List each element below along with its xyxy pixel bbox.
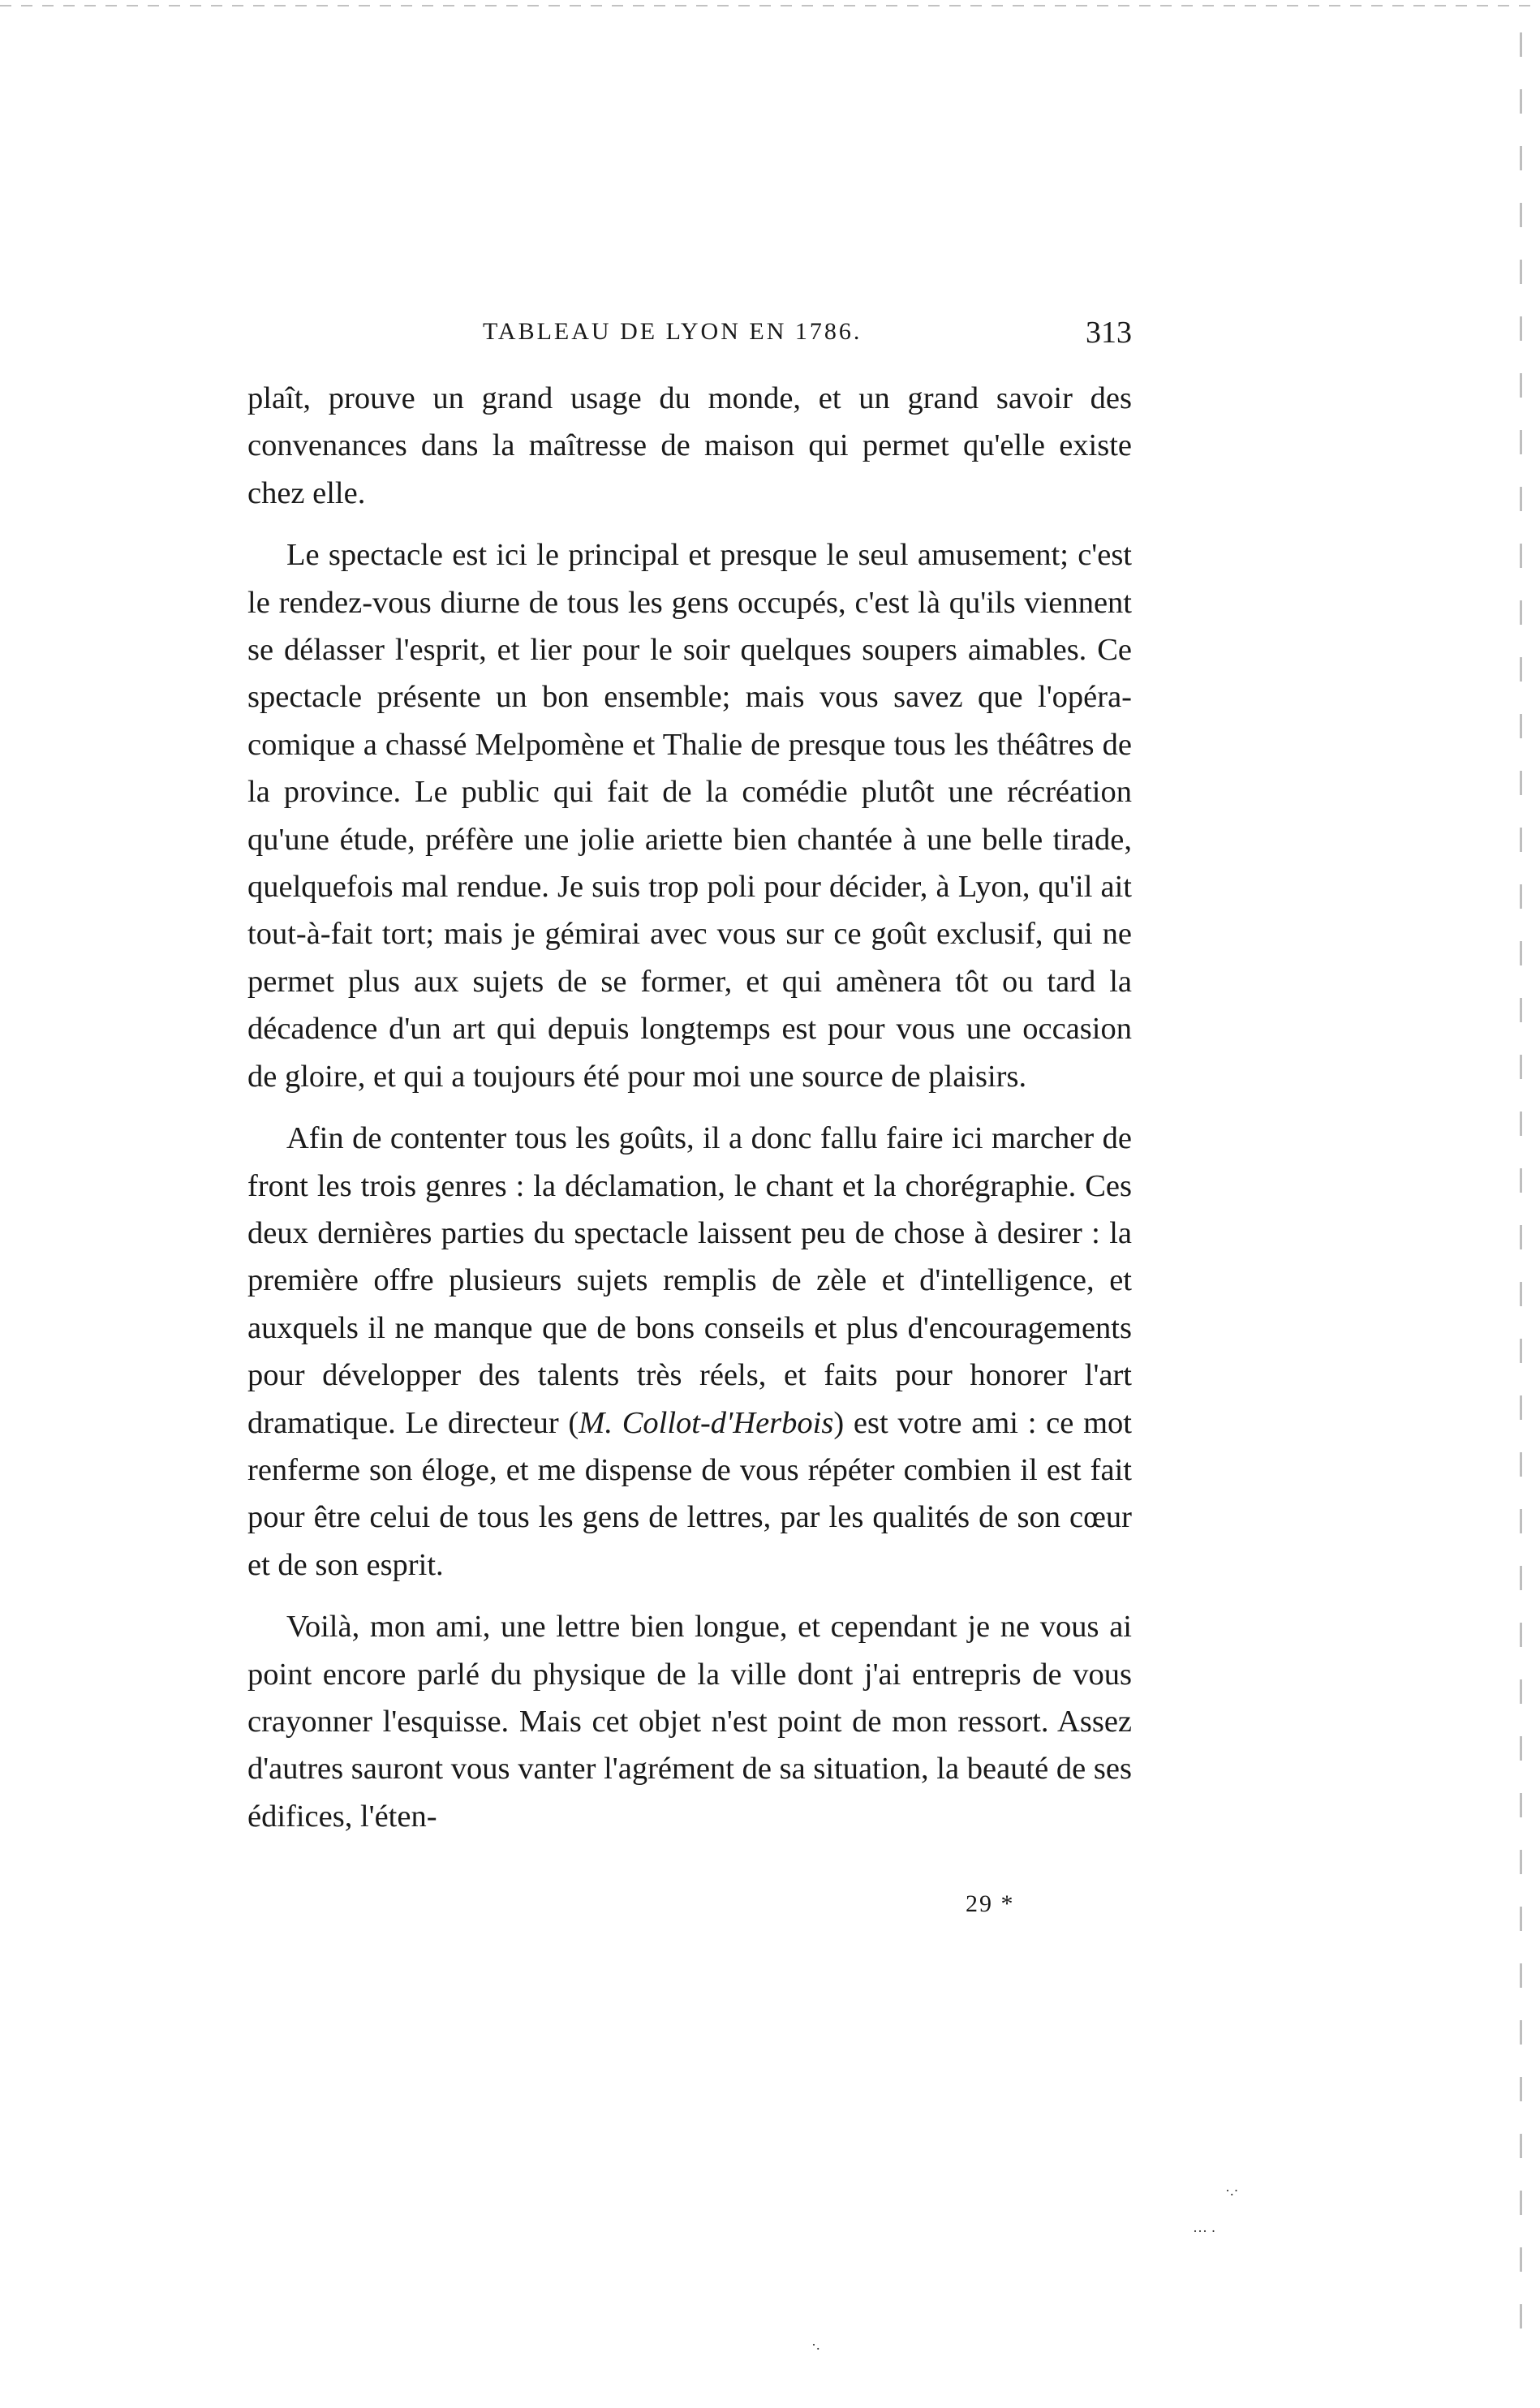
scan-speck: ·.· <box>1225 2182 1239 2199</box>
page-number: 313 <box>1086 316 1132 350</box>
paragraph-3 <box>247 1115 1132 1589</box>
paragraph-2: Le spectacle est ici le principal et presque le seul amusement; c'est le rendez-vous diurne de tous les gens occupés, c'est là qu'ils viennent se délasser l'esprit, et lier pour le soir quelques soupers aimables. Ce spectacle présente un bon ensemble; mais vous savez que l'opéra-comique a chassé Melpomène et Thalie de presque tous les théâtres de la province. Le public qui fait de la comédie plutôt une récréation qu'une étude, préfère une jolie ariette bien chantée à une belle tirade, quelquefois mal rendue. Je suis trop poli pour décider, à Lyon, qu'il ait tout-à-fait tort; mais je gémirai avec vous sur ce goût exclusif, qui ne permet plus aux sujets de se former, et qui amènera tôt ou tard la décadence d'un art qui depuis longtemps est pour vous une occasion de gloire, et qui a toujours été pour moi une source de plaisirs. <box>247 538 1132 1094</box>
scan-edge-right <box>1520 32 1522 2353</box>
paragraph-3-text-before: Afin de contenter tous les goûts, il a donc fallu faire ici marcher de front les trois genres : la déclamation, le chant et la chorégraphie. Ces deux dernières parties du spectacle laissent peu de chose à desirer : la première offre plusieurs sujets remplis de zèle et d'intelligence, et auxquels il ne manque que de bons conseils et plus d'encouragements pour développer des talents très réels, et faits pour honorer l'art dramatique. Le directeur ( <box>247 1121 1132 1440</box>
body-text <box>247 375 1132 1840</box>
scan-edge-top <box>0 5 1540 6</box>
director-name: M. Collot-d'Herbois <box>579 1405 834 1440</box>
paragraph-1: plaît, prouve un grand usage du monde, et un grand savoir des convenances dans la maîtresse de maison qui permet qu'elle existe chez elle. <box>247 381 1132 510</box>
scan-speck: ··· · <box>1193 2223 1216 2239</box>
running-head <box>247 318 1132 360</box>
signature-mark: 29 * <box>966 1890 1015 1917</box>
scan-speck: ·. <box>811 2337 820 2353</box>
paragraph-3-text-after: ) est votre ami : ce mot renferme son éloge, et me dispense de vous répéter combien il est fait pour être celui de tous les gens de lettres, par les qualités de son cœur et de son esprit. <box>247 1405 1132 1582</box>
paragraph-4: Voilà, mon ami, une lettre bien longue, et cependant je ne vous ai point encore parlé du physique de la ville dont j'ai entrepris de vous crayonner l'esquisse. Mais cet objet n'est point de mon ressort. Assez d'autres sauront vous vanter l'agrément de sa situation, la beauté de ses édifices, l'éten- <box>247 1610 1132 1834</box>
running-title: TABLEAU DE LYON EN 1786. <box>483 318 862 345</box>
